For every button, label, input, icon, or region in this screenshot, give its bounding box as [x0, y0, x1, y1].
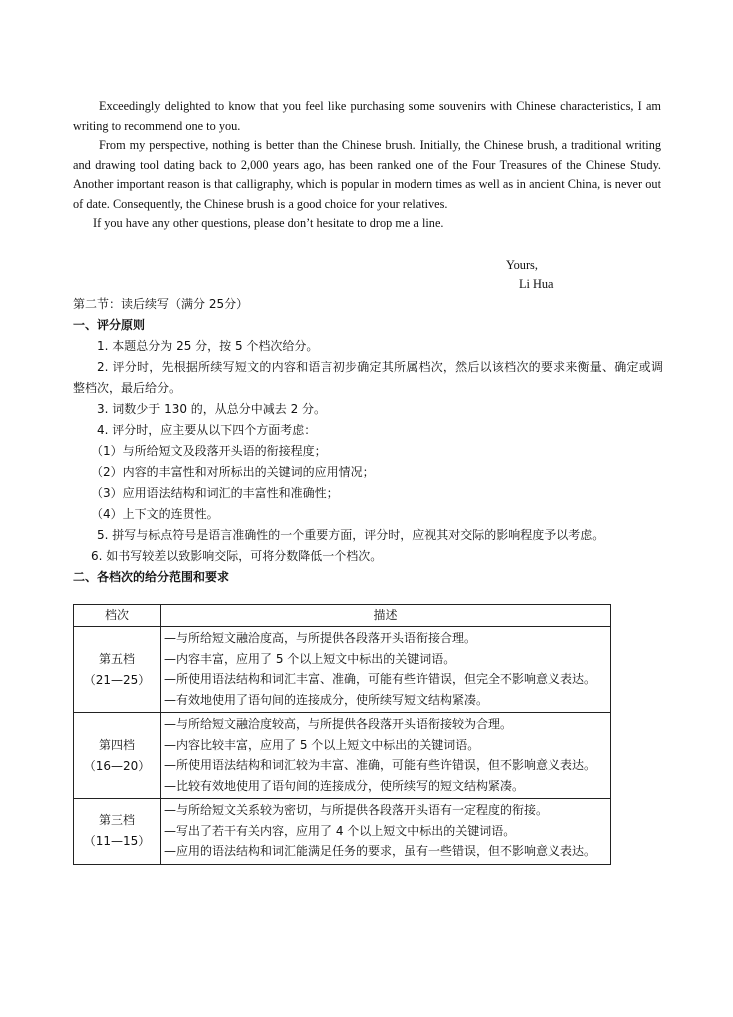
- rule-4-sub-1: （1）与所给短文及段落开头语的衔接程度；: [91, 444, 327, 458]
- rule-4: 4. 评分时，应主要从以下四个方面考虑：: [97, 423, 317, 437]
- level-cell: [74, 799, 161, 865]
- header-description: 描述: [161, 605, 611, 627]
- description-item: —所使用语法结构和词汇较为丰富、准确，可能有些许错误，但不影响意义表达。: [164, 758, 597, 772]
- letter-paragraph: Exceedingly delighted to know that you feel like purchasing some souvenirs with Chinese characteristics, I am writing to recommend one to you.: [73, 99, 661, 133]
- level-range: （11—15）: [83, 834, 151, 849]
- rule-4-sub-3: （3）应用语法结构和词汇的丰富性和准确性；: [91, 486, 339, 500]
- description-item: —有效地使用了语句间的连接成分，使所续写短文结构紧凑。: [164, 692, 489, 707]
- part2-heading: 二、各档次的给分范围和要求: [73, 570, 230, 584]
- description-item: —比较有效地使用了语句间的连接成分，使所续写的短文结构紧凑。: [164, 778, 525, 793]
- level-range: （16—20）: [83, 758, 151, 773]
- letter-closing: Yours,: [506, 258, 538, 272]
- table-row: [74, 799, 611, 865]
- part1-heading: 一、评分原则: [73, 318, 146, 332]
- section-title: 第二节：读后续写（满分 25分）: [73, 297, 249, 311]
- rule-1: 1. 本题总分为 25 分，按 5 个档次给分。: [97, 339, 319, 353]
- description-item: —内容比较丰富，应用了 5 个以上短文中标出的关键词语。: [164, 737, 480, 752]
- description-item: —所使用语法结构和词汇丰富、准确，可能有些许错误，但完全不影响意义表达。: [164, 672, 597, 686]
- description-item: —与所给短文融洽度高，与所提供各段落开头语衔接合理。: [164, 631, 477, 645]
- letter-signature: Li Hua: [519, 277, 554, 291]
- rule-3: 3. 词数少于 130 的，从总分中减去 2 分。: [97, 402, 327, 416]
- level-cell: [74, 627, 161, 713]
- rule-4-sub-2: （2）内容的丰富性和对所标出的关键词的应用情况；: [91, 465, 375, 479]
- scoring-section: [73, 294, 663, 588]
- description-cell: [161, 627, 611, 713]
- sample-letter: [73, 97, 661, 234]
- description-cell: [161, 713, 611, 799]
- description-item: —与所给短文融洽度较高，与所提供各段落开头语衔接较为合理。: [164, 717, 513, 731]
- table-header-row: [74, 605, 611, 627]
- letter-paragraph: If you have any other questions, please don’t hesitate to drop me a line.: [93, 216, 444, 230]
- letter-paragraph: From my perspective, nothing is better than the Chinese brush. Initially, the Chinese brush, a traditional writing and drawing tool dating back to 2,000 years ago, has been ranked one of the Four Treasures of the Chinese Study. Another important reason is that calligraphy, which is popular in modern times as well as in ancient China, is never out of date. Consequently, the Chinese brush is a good choice for your relatives.: [73, 138, 661, 211]
- scoring-levels-table: [73, 604, 611, 865]
- rule-6: 6. 如书写较差以致影响交际，可将分数降低一个档次。: [91, 549, 383, 563]
- table-row: [74, 627, 611, 713]
- description-item: —内容丰富，应用了 5 个以上短文中标出的关键词语。: [164, 651, 456, 666]
- level-name: 第四档: [98, 737, 135, 752]
- description-item: —应用的语法结构和词汇能满足任务的要求，虽有一些错误，但不影响意义表达。: [164, 844, 597, 858]
- description-item: —写出了若干有关内容，应用了 4 个以上短文中标出的关键词语。: [164, 823, 516, 838]
- level-name: 第三档: [98, 813, 135, 828]
- description-item: —与所给短文关系较为密切，与所提供各段落开头语有一定程度的衔接。: [164, 803, 549, 817]
- table-row: [74, 713, 611, 799]
- rule-2: 2. 评分时，先根据所续写短文的内容和语言初步确定其所属档次，然后以该档次的要求来衡量、确定或调整档次，最后给分。: [73, 360, 663, 395]
- header-level: 档次: [74, 605, 161, 627]
- rule-5: 5. 拼写与标点符号是语言准确性的一个重要方面，评分时，应视其对交际的影响程度予以考虑。: [97, 528, 605, 542]
- level-cell: [74, 713, 161, 799]
- rule-4-sub-4: （4）上下文的连贯性。: [91, 507, 219, 521]
- description-cell: [161, 799, 611, 865]
- level-name: 第五档: [98, 651, 135, 666]
- level-range: （21—25）: [83, 672, 151, 687]
